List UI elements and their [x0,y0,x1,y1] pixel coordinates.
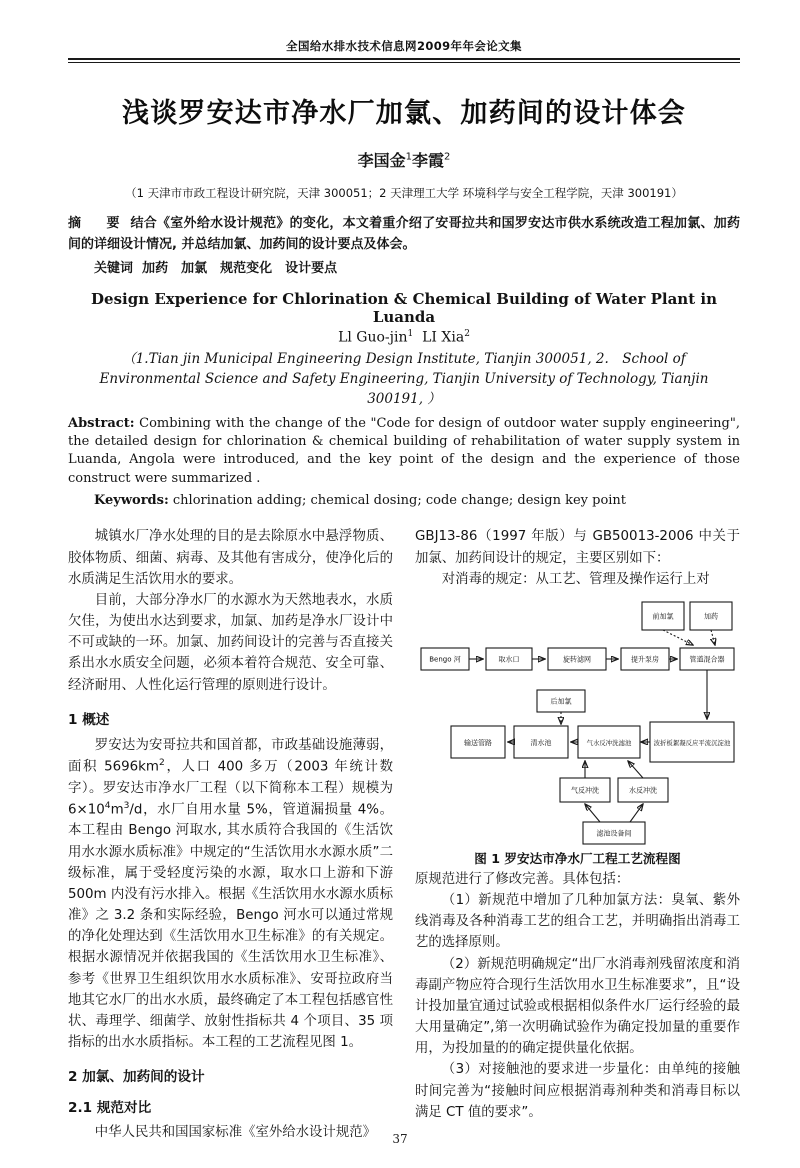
english-abstract-label: Abstract: [68,415,135,431]
node-pre-chlorination-label: 前加氯 [652,612,674,621]
author-two-cn-sup: 2 [444,151,451,163]
author-one-cn: 李国金 [357,151,406,171]
right-paragraph-4: （1）新规范中增加了几种加氯方法：臭氧、紫外线消毒及各种消毒工艺的组合工艺，并明确指出消毒工艺的选择原则。 [415,893,740,951]
english-title: Design Experience for Chlorination & Chemical Building of Water Plant in Luanda [91,290,717,327]
keywords-chinese [68,257,740,276]
english-keywords-label: Keywords: [94,493,169,509]
left-p3-sup-3: 3 [123,800,130,811]
page-content [68,0,740,1168]
section-heading-1: 1 概述 [68,711,110,728]
english-keywords-text: chlorination adding; chemical dosing; code change; design key point [172,493,627,509]
english-abstract [68,415,740,489]
node-lift-pump-house-label: 提升泵房 [631,655,659,664]
right-paragraph-6: （3）对接触池的要求进一步量化：由单纯的接触时间完善为“接触时间应根据消毒剂种类和消毒目标以满足 CT 值的要求”。 [415,1062,740,1120]
node-air-backwash-label: 气反冲洗 [571,786,599,795]
left-paragraph-1: 城镇水厂净水处理的目的是去除原水中悬浮物质、胶体物质、细菌、病毒、及其他有害成分，使净化后的水质满足生活饮用水的要求。 [68,529,393,587]
affiliation-chinese: （1 天津市市政工程设计研究院，天津 300051；2 天津理工大学 环境科学与安全工程学院，天津 300191） [125,186,683,201]
abstract-cn-text: 结合《室外给水设计规范》的变化，本文着重介绍了安哥拉共和国罗安达市供水系统改造工程加氯、加药间的详细设计情况, 并总结加氯、加药间的设计要点及体会。 [68,216,740,253]
node-intake-label: 取水口 [498,655,520,664]
node-air-water-filter-label: 气水反冲洗滤池 [586,738,632,747]
edge-waterbackwash-to-filter [628,761,643,778]
english-keywords [68,493,740,508]
author-one-en: Ll Guo-jin [338,329,408,346]
process-flow-figure [415,598,740,846]
node-rotating-screen-label: 旋转滤网 [563,655,591,664]
keywords-cn-label: 关键词 [94,261,134,277]
abstract-cn-label: 摘 要 [68,216,126,232]
running-head: 全国给水排水技术信息网2009年年会论文集 [286,39,522,53]
keywords-cn-text: 加药 加氯 规范变化 设计要点 [142,261,338,277]
english-authors [68,329,740,346]
left-p3-a: 罗安达为安哥拉共和国首都，市政基础设施薄弱，面积 5696km [68,737,393,775]
node-filter-equipment-room-label: 滤池设备间 [596,829,632,838]
body-columns [68,526,740,1143]
node-bengo-river-label: Bengo 河 [429,655,461,664]
node-delivery-pipeline-label: 输送管路 [464,738,492,747]
author-one-cn-sup: 1 [405,151,412,163]
left-paragraph-2: 目前，大部分净水厂的水源水为天然地表水，水质欠佳，为使出水达到要求，加氯、加药是净水厂设计中不可或缺的一环。加氯、加药间设计的完善与否直接关系出水水质安全问题，必须本着符合规范、安全可靠、经济耐用、人性化运行管理的原则进行设计。 [68,592,393,693]
edge-prechlor-to-mixer [663,630,693,645]
edge-equipment-to-airbackwash [585,804,600,822]
right-paragraph-1: GBJ13-86（1997 年版）与 GB50013-2006 中关于加氯、加药间设计的规定，主要区别如下： [415,529,740,566]
right-column [415,526,740,1143]
left-p3-sup-1: 2 [158,757,165,768]
author-two-en: LI Xia [422,329,465,346]
english-abstract-text: Combining with the change of the "Code for design of outdoor water supply engineering", the detailed design for chlorination & chemical building of rehabilitation of water supply system in Luanda, Angola were introduced, and the key point of the design and the experience of those construct were summarized . [68,415,740,486]
author-one-en-sup: 1 [407,329,414,340]
left-p3-b: ，人口 400 多万（2003 年统计数字）。罗安达市净水厂工程（以下简称本工程）规模为 6×10 [68,759,394,818]
page-number: 37 [392,1132,408,1146]
author-two-cn: 李霞 [412,151,445,171]
english-affiliation: （1.Tian jin Municipal Engineering Design Institute, Tianjin 300051, 2. School of Environmental Science and Safety Engineering, Tianjin University of Technology, Tianjin 300191, ） [99,350,709,408]
figure-caption: 图 1 罗安达市净水厂工程工艺流程图 [474,850,681,866]
node-sedimentation-tank-label: 波折板絮凝反应平流沉淀池 [653,738,731,747]
left-paragraph-3 [68,735,393,1054]
node-water-backwash-label: 水反冲洗 [629,786,657,795]
section-heading-2: 2 加氯、加药间的设计 [68,1069,205,1086]
page-title: 浅谈罗安达市净水厂加氯、加药间的设计体会 [122,98,686,129]
node-post-chlorination-label: 后加氯 [550,697,572,706]
left-p3-d: /d，水厂自用水量 5%，管道漏损量 4%。本工程由 Bengo 河取水, 其水质符合我国的《生活饮用水水源水质标准》中规定的“生活饮用水水源水质”二级标准，属于受轻度污染的水源，取水口上游和下游 500m 内没有污水排入。根据《生活饮用水水源水质标准》之 3.2 条和实际经验，Bengo 河水可以通过常规的净化处理达到《生活饮用水卫生标准》的有关规定。根据水源情况并依据我国的《生活饮用水卫生标准》、参考《世界卫生组织饮用水水质标准》、安哥拉政府当地其它水厂的出水水质，最终确定了本工程包括感官性状、毒理学、细菌学、放射性指标共 4 个项目、35 项指标的出水水质指标。本工程的工艺流程见图 1。 [68,802,393,1051]
left-paragraph-4: 中华人民共和国国家标准《室外给水设计规范》 [94,1125,376,1141]
section-heading-2-1: 2.1 规范对比 [68,1100,152,1117]
node-pipe-mixer-label: 管道混合器 [689,655,725,664]
edge-dosing-to-mixer [711,630,715,645]
authors-chinese [68,148,740,171]
node-dosing-label: 加药 [704,612,718,621]
node-clear-water-tank-label: 清水池 [530,738,552,747]
edge-equipment-to-waterbackwash [630,804,643,822]
right-paragraph-3: 原规范进行了修改完善。具体包括： [415,871,630,887]
author-two-en-sup: 2 [464,329,470,340]
right-paragraph-2: 对消毒的规定：从工艺、管理及操作运行上对 [441,571,710,587]
right-paragraph-5: （2）新规范明确规定“出厂水消毒剂残留浓度和消毒副产物应符合现行生活饮用水卫生标准要求”，且“设计投加量宜通过试验或根据相似条件水厂运行经验的最大用量确定”,第一次明确试验作为确定投加量的重要作用，为投加量的的确定提供量化依据。 [415,956,740,1057]
left-p3-sup-2: 4 [104,800,111,811]
flowchart-svg [415,598,740,846]
abstract-chinese [68,213,740,255]
left-column [68,526,393,1143]
header-rule [68,58,740,63]
left-p3-c: m [110,802,124,818]
